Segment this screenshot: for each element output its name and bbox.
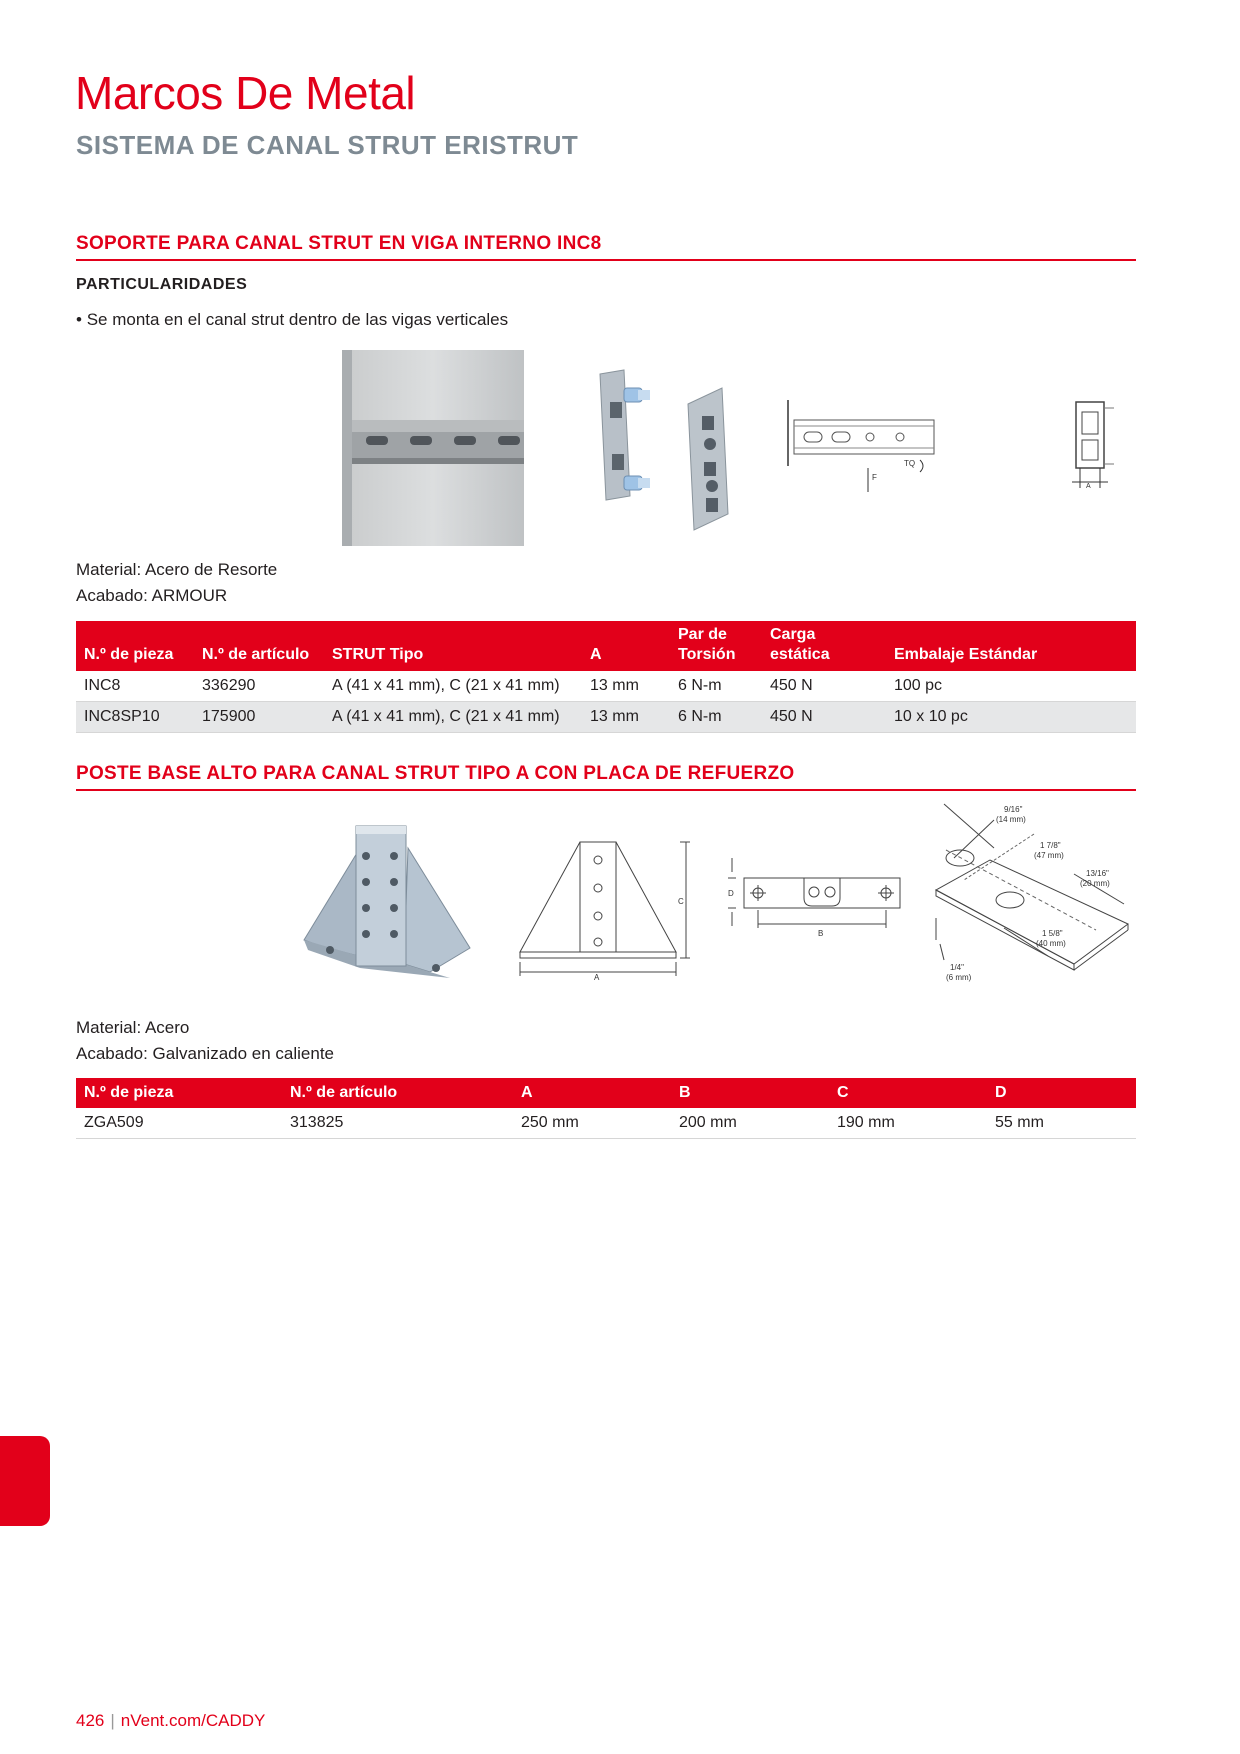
zga509-product-table bbox=[76, 1078, 1136, 1139]
cell-a: 250 mm bbox=[513, 1108, 671, 1139]
side-tab-marker bbox=[0, 1436, 50, 1526]
dim-40-mm: (40 mm) bbox=[1036, 939, 1066, 948]
table-header-row bbox=[76, 1078, 1136, 1108]
cell-strut-type: A (41 x 41 mm), C (21 x 41 mm) bbox=[324, 702, 582, 733]
dim-1-4-in: 1/4" bbox=[950, 963, 964, 972]
cell-part: INC8SP10 bbox=[76, 702, 194, 733]
cell-d: 55 mm bbox=[987, 1108, 1136, 1139]
footer-site-link[interactable]: nVent.com/CADDY bbox=[120, 1711, 266, 1730]
page-subtitle: SISTEMA DE CANAL STRUT ERISTRUT bbox=[76, 130, 579, 160]
inc8-bracket-image-1 bbox=[588, 366, 664, 506]
tq-label: TQ bbox=[904, 459, 916, 468]
table-header-row bbox=[76, 621, 1136, 671]
dim-6-mm: (6 mm) bbox=[946, 973, 972, 982]
section-2-title: POSTE BASE ALTO PARA CANAL STRUT TIPO A CON PLACA DE REFUERZO bbox=[76, 763, 795, 784]
col-header-torque: Par de Torsión bbox=[670, 621, 762, 671]
c-label: C bbox=[678, 897, 684, 906]
cell-static-load: 450 N bbox=[762, 671, 886, 702]
material-text-2: Material: Acero bbox=[76, 1018, 190, 1037]
cell-part: ZGA509 bbox=[76, 1108, 282, 1139]
installed-bracket-photo bbox=[342, 350, 524, 546]
dim-20-mm: (20 mm) bbox=[1080, 879, 1110, 888]
page-title: Marcos De Metal bbox=[75, 67, 416, 119]
dim-1-5-8-in: 1 5/8" bbox=[1042, 929, 1063, 938]
features-heading: PARTICULARIDADES bbox=[76, 276, 248, 293]
table-row bbox=[76, 702, 1136, 733]
d-label: D bbox=[728, 889, 734, 898]
col-header-part: N.º de pieza bbox=[76, 1078, 282, 1108]
cell-packaging: 100 pc bbox=[886, 671, 1136, 702]
col-header-a: A bbox=[513, 1078, 671, 1108]
inc8-side-view-diagram bbox=[780, 396, 940, 500]
cell-article: 336290 bbox=[194, 671, 324, 702]
cell-article: 175900 bbox=[194, 702, 324, 733]
feature-bullet: • Se monta en el canal strut dentro de las vigas verticales bbox=[76, 310, 509, 329]
cell-packaging: 10 x 10 pc bbox=[886, 702, 1136, 733]
col-header-c: C bbox=[829, 1078, 987, 1108]
post-base-plan-diagram bbox=[722, 848, 910, 938]
b-label: B bbox=[818, 929, 824, 938]
inc8-end-view-diagram bbox=[1066, 394, 1132, 490]
cell-torque: 6 N-m bbox=[670, 671, 762, 702]
material-text-1: Material: Acero de Resorte bbox=[76, 560, 278, 579]
dim-13-16-in: 13/16" bbox=[1086, 869, 1109, 878]
col-header-static-load: Carga estática bbox=[762, 621, 886, 671]
page-number: 426 bbox=[76, 1711, 105, 1730]
cell-torque: 6 N-m bbox=[670, 702, 762, 733]
cell-static-load: 450 N bbox=[762, 702, 886, 733]
cell-a: 13 mm bbox=[582, 671, 670, 702]
col-header-a: A bbox=[582, 621, 670, 671]
section-1-rule bbox=[76, 259, 1136, 261]
col-header-strut-type: STRUT Tipo bbox=[324, 621, 582, 671]
table-row bbox=[76, 671, 1136, 702]
cell-strut-type: A (41 x 41 mm), C (21 x 41 mm) bbox=[324, 671, 582, 702]
dim-14-mm: (14 mm) bbox=[996, 815, 1026, 824]
footer: 426 | nVent.com/CADDY bbox=[76, 1711, 266, 1730]
post-base-hole-detail-diagram bbox=[924, 800, 1132, 986]
dim-9-16-in: 9/16" bbox=[1004, 805, 1023, 814]
feature-bullet-text: Se monta en el canal strut dentro de las vigas verticales bbox=[86, 310, 509, 329]
section-2-rule bbox=[76, 789, 1136, 791]
finish-text-2: Acabado: Galvanizado en caliente bbox=[76, 1044, 335, 1063]
col-header-article: N.º de artículo bbox=[282, 1078, 513, 1108]
cell-b: 200 mm bbox=[671, 1108, 829, 1139]
cell-article: 313825 bbox=[282, 1108, 513, 1139]
post-base-front-diagram bbox=[512, 830, 694, 982]
table-row bbox=[76, 1108, 1136, 1139]
finish-text-1: Acabado: ARMOUR bbox=[76, 586, 228, 605]
cell-a: 13 mm bbox=[582, 702, 670, 733]
col-header-part: N.º de pieza bbox=[76, 621, 194, 671]
inc8-bracket-image-2 bbox=[682, 386, 734, 532]
col-header-article: N.º de artículo bbox=[194, 621, 324, 671]
a-label: A bbox=[594, 973, 600, 982]
cell-c: 190 mm bbox=[829, 1108, 987, 1139]
col-header-packaging: Embalaje Estándar bbox=[886, 621, 1136, 671]
dim-1-7-8-in: 1 7/8" bbox=[1040, 841, 1061, 850]
a-label: A bbox=[1086, 483, 1091, 490]
inc8-product-table bbox=[76, 621, 1136, 733]
col-header-d: D bbox=[987, 1078, 1136, 1108]
cell-part: INC8 bbox=[76, 671, 194, 702]
dim-47-mm: (47 mm) bbox=[1034, 851, 1064, 860]
f-label: F bbox=[872, 473, 877, 482]
col-header-b: B bbox=[671, 1078, 829, 1108]
section-1-title: SOPORTE PARA CANAL STRUT EN VIGA INTERNO INC8 bbox=[76, 233, 602, 254]
post-base-photo bbox=[300, 818, 476, 980]
